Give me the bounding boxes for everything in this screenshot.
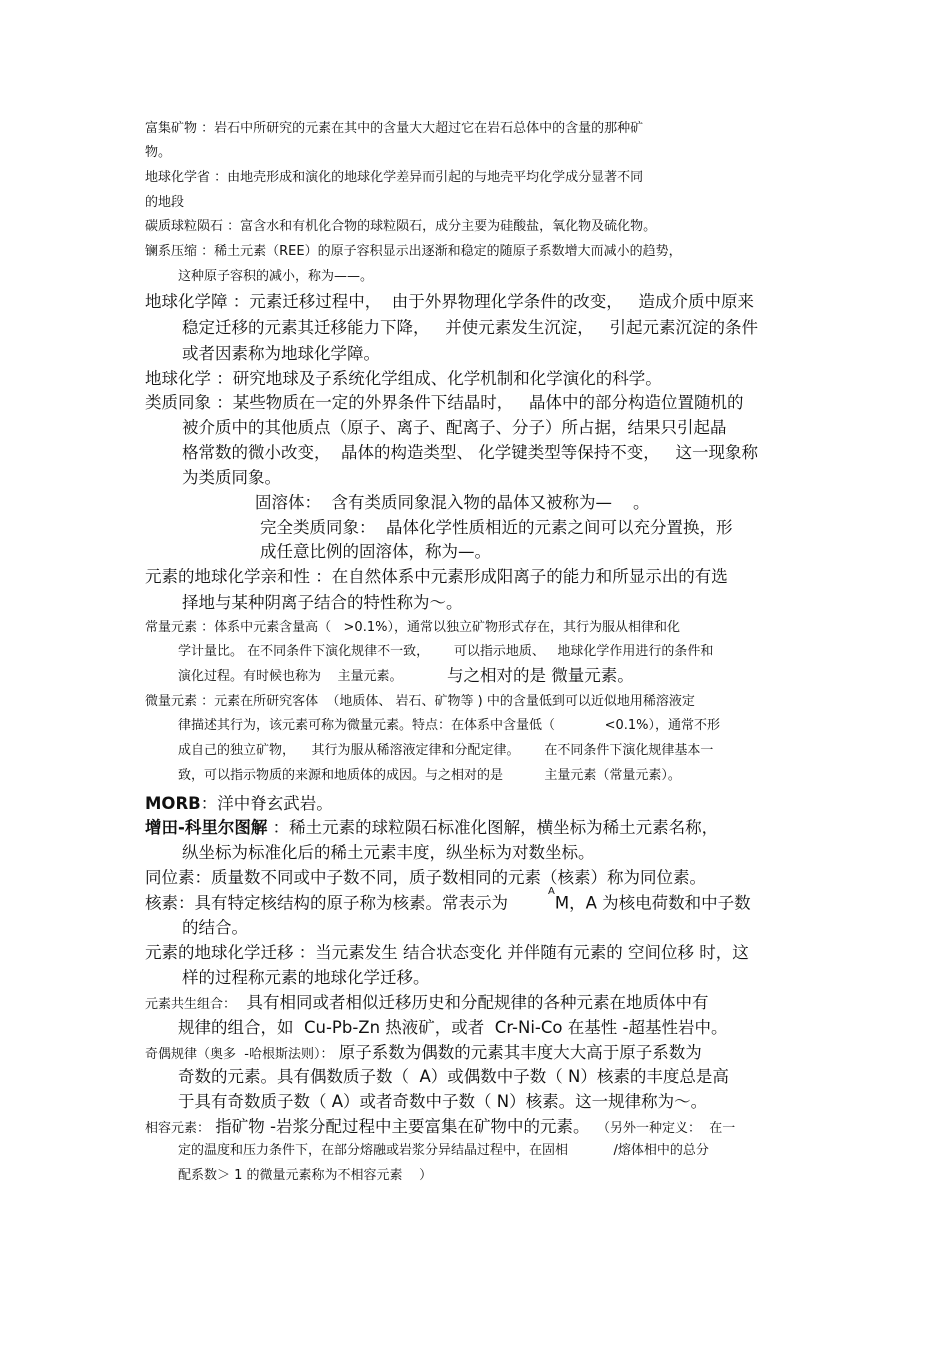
entry-lanxi-line1: 镧系压缩 ：稀土元素（REE）的原子容积显示出逐渐和稳定的随原子系数增大而减小的趋势， xyxy=(145,244,682,259)
masuda-definition: ：稀土元素的球粒陨石标准化图解，横坐标为稀土元素名称， xyxy=(267,818,719,837)
entry-weiliang-line2: 律描述其行为，该元素可称为微量元素。特点：在体系中含量低（ <0.1%），通常不形 xyxy=(178,718,721,733)
entry-hesu-line2: 的结合。 xyxy=(182,918,248,937)
entry-hesu-line1 xyxy=(145,886,751,913)
entry-lztx-line3: 格常数的微小改变， 晶体的构造类型、 化学键类型等保持不变， 这一现象称 xyxy=(182,443,758,462)
entry-tanzhi: 碳质球粒陨石 ：富含水和有机化合物的球粒陨石，成分主要为硅酸盐，氧化物及硫化物。 xyxy=(145,219,657,234)
entry-fuji-line1: 富集矿物 ：岩石中所研究的元素在其中的含量大大超过它在岩石总体中的含量的那种矿 xyxy=(145,121,644,136)
entry-qiou-line2: 奇数的元素。具有偶数质子数（ A）或偶数中子数（ N）核素的丰度总是高 xyxy=(178,1067,729,1086)
entry-zhang-line3: 或者因素称为地球化学障。 xyxy=(182,344,380,363)
hesu-definition: 核素：具有特定核结构的原子称为核素。常表示为 xyxy=(145,893,508,913)
entry-grt: 固溶体： 含有类质同象混入物的晶体又被称为— 。 xyxy=(255,493,650,512)
entry-weiliang-line4: 致，可以指示物质的来源和地质体的成因。与之相对的是 主量元素（常量元素）。 xyxy=(178,768,681,783)
morb-definition: ：洋中脊玄武岩。 xyxy=(200,794,333,813)
morb-term: MORB xyxy=(145,794,201,813)
entry-lanxi-line2: 这种原子容积的减小，称为——。 xyxy=(178,269,374,284)
entry-qhx-line1: 元素的地球化学亲和性 ：在自然体系中元素形成阳离子的能力和所显示出的有选 xyxy=(145,567,728,586)
entry-shengqu-line2: 的地段 xyxy=(145,195,185,210)
entry-weiliang-line3: 成自己的独立矿物， 其行为服从稀溶液定律和分配定律。 在不同条件下演化规律基本一 xyxy=(178,743,714,758)
entry-qianyi-line1: 元素的地球化学迁移 ：当元素发生 结合状态变化 并伴随有元素的 空间位移 时，这 xyxy=(145,943,749,962)
entry-dhx: 地球化学 ：研究地球及子系统化学组成、化学机制和化学演化的科学。 xyxy=(145,369,662,388)
entry-gongsheng-line2: 规律的组合，如 Cu-Pb-Zn 热液矿，或者 Cr-Ni-Co 在基性 -超基性岩中。 xyxy=(178,1018,728,1037)
entry-masuda-line2: 纵坐标为标准化后的稀土元素丰度，纵坐标为对数坐标。 xyxy=(182,843,595,862)
hesu-notation: M，A 为核电荷数和中子数 xyxy=(554,893,751,913)
entry-wqlz-line2: 成任意比例的固溶体，称为—。 xyxy=(260,542,491,561)
hesu-superscript: A xyxy=(548,886,555,897)
entry-zhang-line2: 稳定迁移的元素其迁移能力下降， 并使元素发生沉淀， 引起元素沉淀的条件 xyxy=(182,318,758,337)
entry-lztx-line4: 为类质同象。 xyxy=(182,468,281,487)
xiangrong-definition: 指矿物 -岩浆分配过程中主要富集在矿物中的元素。 xyxy=(210,1117,590,1136)
entry-lztx-line1: 类质同象 ：某些物质在一定的外界条件下结晶时， 晶体中的部分构造位置随机的 xyxy=(145,393,744,412)
entry-morb xyxy=(145,796,333,813)
entry-xiangrong-line3: 配系数＞ 1 的微量元素称为不相容元素 ） xyxy=(178,1168,433,1183)
gongsheng-term: 元素共生组合： xyxy=(145,997,237,1012)
entry-tongweisu: 同位素：质量数不同或中子数不同，质子数相同的元素（核素）称为同位素。 xyxy=(145,868,706,887)
entry-qiou-line3: 于具有奇数质子数（ A）或者奇数中子数（ N）核素。这一规律称为～。 xyxy=(178,1092,708,1111)
entry-changliang-line3b: 与之相对的是 微量元素。 xyxy=(447,666,634,685)
entry-gongsheng-line1 xyxy=(145,995,709,1012)
entry-lztx-line2: 被介质中的其他质点（原子、离子、配离子、分子）所占据，结果只引起晶 xyxy=(182,418,727,437)
qiou-definition: 原子系数为偶数的元素其丰度大大高于原子系数为 xyxy=(333,1043,702,1062)
entry-shengqu-line1: 地球化学省 ：由地壳形成和演化的地球化学差异而引起的与地壳平均化学成分显著不同 xyxy=(145,170,644,185)
entry-fuji-line2: 物。 xyxy=(145,145,172,160)
entry-weiliang-line1: 微量元素 ：元素在所研究客体 （地质体、 岩石、矿物等 ) 中的含量低到可以近似地用稀溶液定 xyxy=(145,694,695,709)
gongsheng-definition: 具有相同或者相似迁移历史和分配规律的各种元素在地质体中有 xyxy=(236,993,709,1012)
entry-qiou-line1 xyxy=(145,1045,702,1062)
entry-qianyi-line2: 样的过程称元素的地球化学迁移。 xyxy=(182,968,430,987)
entry-changliang-line1: 常量元素 ：体系中元素含量高（ >0.1%），通常以独立矿物形式存在，其行为服从相律和化 xyxy=(145,620,680,635)
entry-masuda-line1 xyxy=(145,820,718,837)
entry-changliang-line3a: 演化过程。有时候也称为 主量元素。 xyxy=(178,669,403,684)
entry-xiangrong-line1 xyxy=(145,1119,735,1136)
xiangrong-term: 相容元素： xyxy=(145,1121,211,1136)
entry-qhx-line2: 择地与某种阴离子结合的特性称为～。 xyxy=(182,593,463,612)
masuda-term: 增田-科里尔图解 xyxy=(145,818,268,837)
entry-wqlz-line1: 完全类质同象： 晶体化学性质相近的元素之间可以充分置换，形 xyxy=(260,518,733,537)
entry-zhang-line1: 地球化学障 ：元素迁移过程中， 由于外界物理化学条件的改变， 造成介质中原来 xyxy=(145,292,754,311)
qiou-term: 奇偶规律（奥多 -哈根斯法则）： xyxy=(145,1047,334,1062)
xiangrong-alt-definition: （另外一种定义： 在一 xyxy=(603,1121,736,1136)
entry-xiangrong-line2: 定的温度和压力条件下，在部分熔融或岩浆分异结晶过程中，在固相 /熔体相中的总分 xyxy=(178,1143,709,1158)
entry-changliang-line2: 学计量比。 在不同条件下演化规律不一致， 可以指示地质、 地球化学作用进行的条件和 xyxy=(178,644,714,659)
